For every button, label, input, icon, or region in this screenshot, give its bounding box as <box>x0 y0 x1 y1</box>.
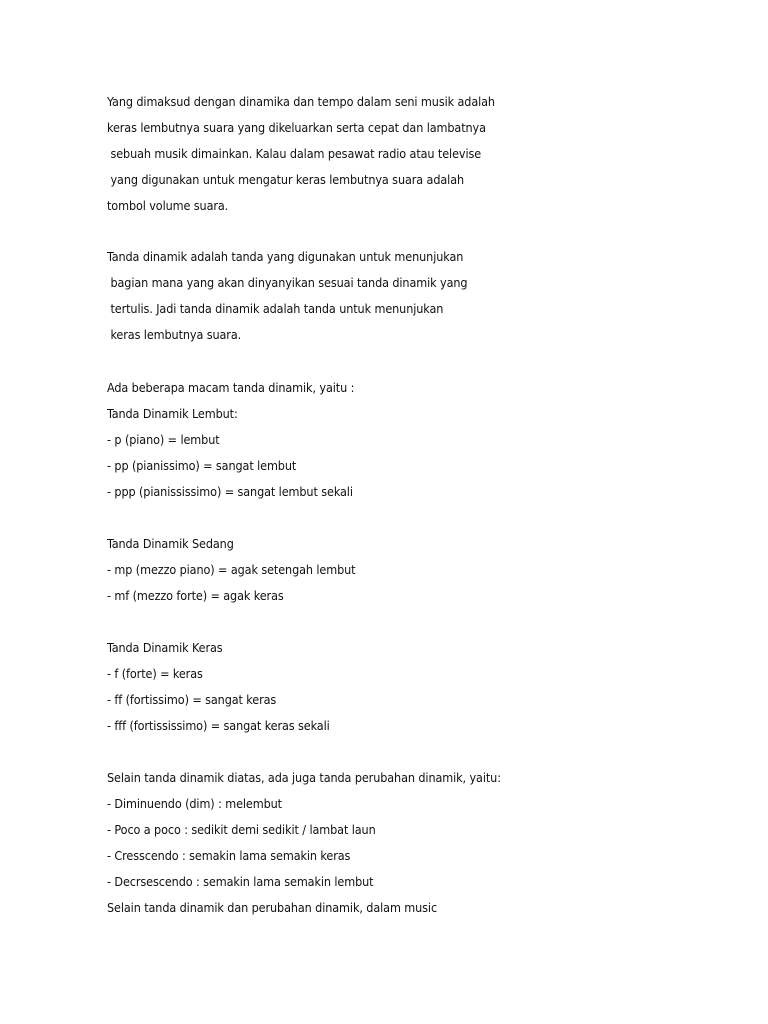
section-heading: Tanda Dinamik Sedang <box>107 536 234 551</box>
paragraph-line: Tanda dinamik adalah tanda yang digunakan untuk menunjukan <box>107 249 464 264</box>
list-item: - Poco a poco : sedikit demi sedikit / lambat laun <box>107 822 376 837</box>
list-item: - mf (mezzo forte) = agak keras <box>107 588 284 603</box>
list-item: - pp (pianissimo) = sangat lembut <box>107 458 297 473</box>
paragraph-line: tombol volume suara. <box>107 198 229 213</box>
list-item: - ppp (pianississimo) = sangat lembut sekali <box>107 484 353 499</box>
paragraph-line: keras lembutnya suara yang dikeluarkan serta cepat dan lambatnya <box>107 120 486 135</box>
paragraph-line: tertulis. Jadi tanda dinamik adalah tanda untuk menunjukan <box>107 301 444 316</box>
section-heading: Tanda Dinamik Lembut: <box>107 406 238 421</box>
list-item: - Diminuendo (dim) : melembut <box>107 796 282 811</box>
paragraph-line: Selain tanda dinamik dan perubahan dinamik, dalam music <box>107 900 438 915</box>
list-item: - ff (fortissimo) = sangat keras <box>107 692 277 707</box>
paragraph-line: sebuah musik dimainkan. Kalau dalam pesawat radio atau televise <box>107 146 482 161</box>
section-intro-line: Ada beberapa macam tanda dinamik, yaitu : <box>107 380 355 395</box>
list-item: - f (forte) = keras <box>107 666 203 681</box>
section-intro-line: Selain tanda dinamik diatas, ada juga tanda perubahan dinamik, yaitu: <box>107 770 501 785</box>
paragraph-line: bagian mana yang akan dinyanyikan sesuai tanda dinamik yang <box>107 275 468 290</box>
list-item: - fff (fortississimo) = sangat keras sekali <box>107 718 330 733</box>
paragraph-line: yang digunakan untuk mengatur keras lembutnya suara adalah <box>107 172 465 187</box>
list-item: - Cresscendo : semakin lama semakin keras <box>107 848 351 863</box>
paragraph-line: Yang dimaksud dengan dinamika dan tempo dalam seni musik adalah <box>107 94 495 109</box>
list-item: - mp (mezzo piano) = agak setengah lembut <box>107 562 356 577</box>
paragraph-line: keras lembutnya suara. <box>107 327 242 342</box>
list-item: - Decrsescendo : semakin lama semakin lembut <box>107 874 374 889</box>
list-item: - p (piano) = lembut <box>107 432 220 447</box>
section-heading: Tanda Dinamik Keras <box>107 640 223 655</box>
